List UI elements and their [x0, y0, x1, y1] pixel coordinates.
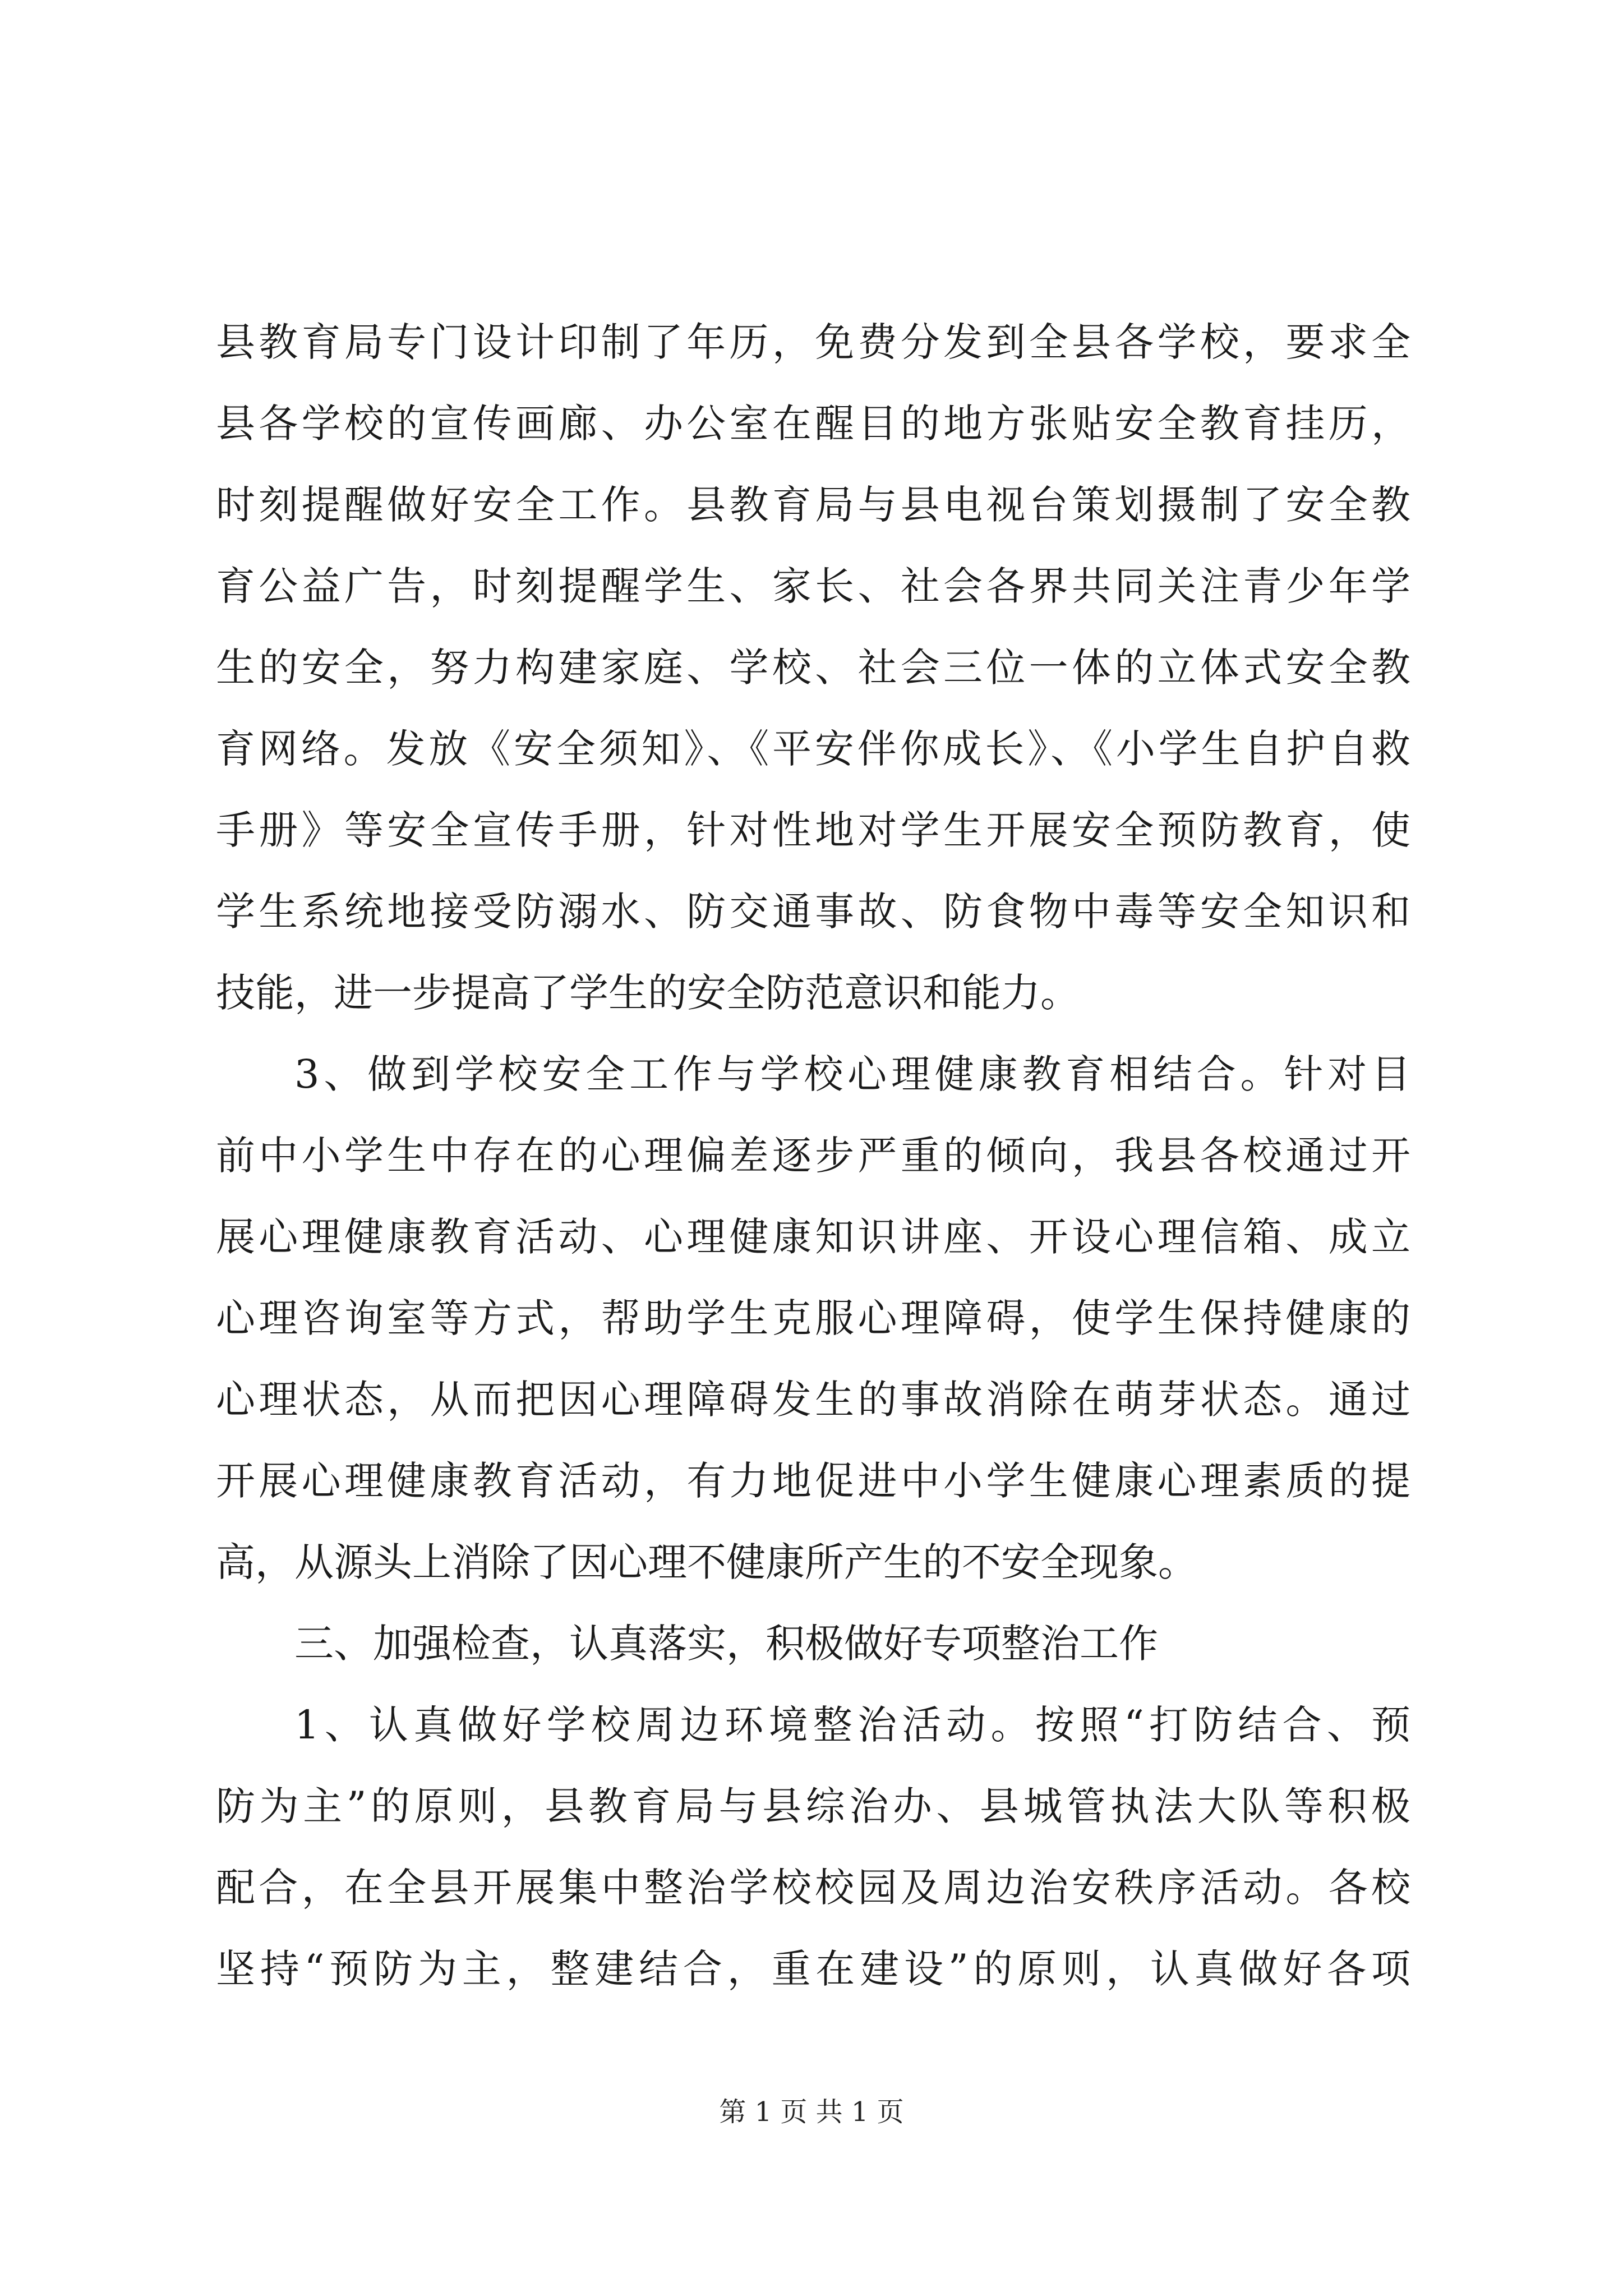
body-line: 县教育局专门设计印制了年历，免费分发到全县各学校，要求全	[216, 319, 1410, 365]
body-line: 技能，进一步提高了学生的安全防范意识和能力。	[216, 970, 1080, 1016]
body-line: 配合，在全县开展集中整治学校校园及周边治安秩序活动。各校	[216, 1865, 1410, 1911]
body-line: 时刻提醒做好安全工作。县教育局与县电视台策划摄制了安全教	[216, 482, 1410, 528]
body-line: 展心理健康教育活动、心理健康知识讲座、开设心理信箱、成立	[216, 1214, 1410, 1260]
body-line: 育网络。发放《安全须知》、《平安伴你成长》、《小学生自护自救	[216, 726, 1410, 772]
body-line: 高，从源头上消除了因心理不健康所产生的不安全现象。	[216, 1539, 1197, 1585]
body-line: 开展心理健康教育活动，有力地促进中小学生健康心理素质的提	[216, 1458, 1410, 1504]
section-heading: 三、加强检查，认真落实，积极做好专项整治工作	[294, 1621, 1158, 1667]
body-line: 育公益广告，时刻提醒学生、家长、社会各界共同关注青少年学	[216, 563, 1410, 609]
paragraph-first-line: 3、做到学校安全工作与学校心理健康教育相结合。针对目	[294, 1051, 1410, 1097]
body-line: 县各学校的宣传画廊、办公室在醒目的地方张贴安全教育挂历，	[216, 401, 1410, 447]
paragraph-first-line: 1、认真做好学校周边环境整治活动。按照“打防结合、预	[294, 1702, 1410, 1748]
body-line: 坚持“预防为主，整建结合，重在建设”的原则，认真做好各项	[216, 1946, 1410, 1992]
body-line: 防为主”的原则，县教育局与县综治办、县城管执法大队等积极	[216, 1783, 1410, 1829]
body-line: 心理咨询室等方式，帮助学生克服心理障碍，使学生保持健康的	[216, 1295, 1410, 1341]
body-line: 心理状态，从而把因心理障碍发生的事故消除在萌芽状态。通过	[216, 1377, 1410, 1423]
body-line: 手册》等安全宣传手册，针对性地对学生开展安全预防教育，使	[216, 807, 1410, 853]
body-line: 前中小学生中存在的心理偏差逐步严重的倾向，我县各校通过开	[216, 1133, 1410, 1179]
page-number-footer: 第 1 页 共 1 页	[719, 2096, 904, 2128]
body-line: 生的安全，努力构建家庭、学校、社会三位一体的立体式安全教	[216, 645, 1410, 691]
body-line: 学生系统地接受防溺水、防交通事故、防食物中毒等安全知识和	[216, 889, 1410, 935]
